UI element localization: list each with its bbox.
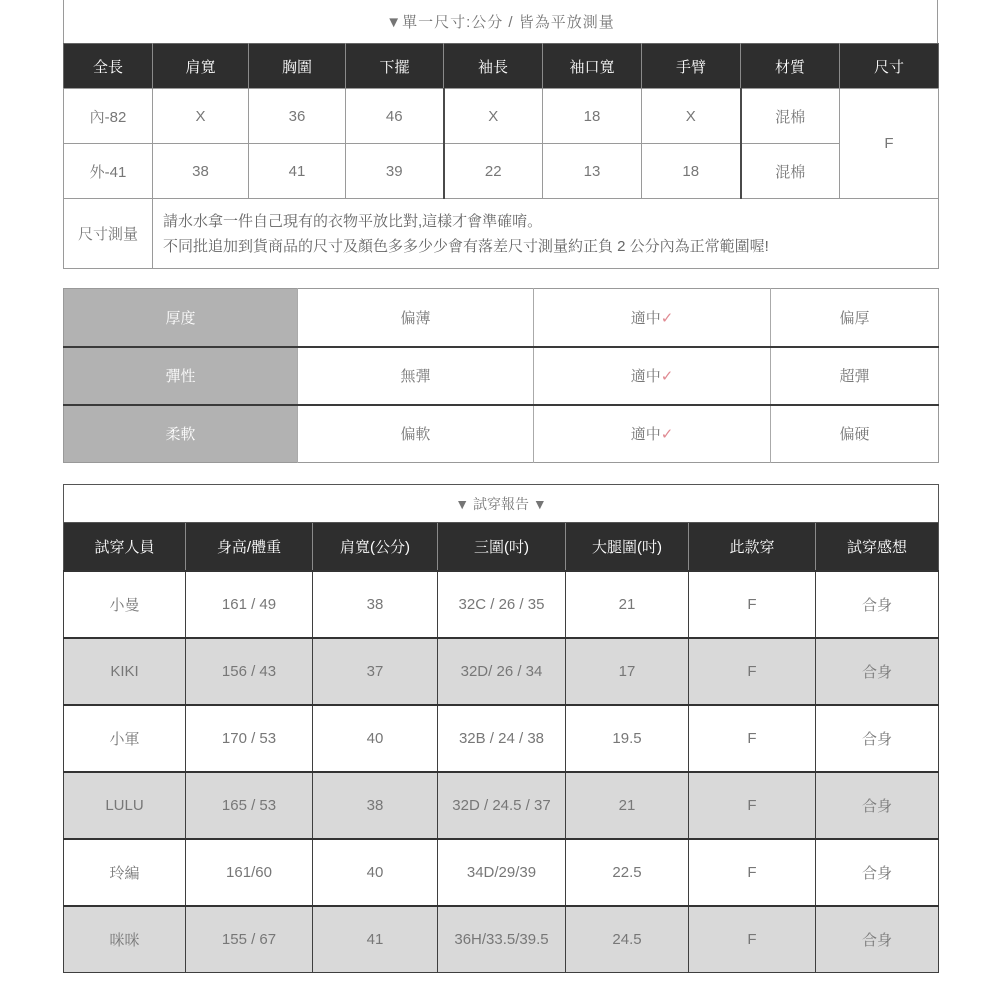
col-header-impression: 試穿感想 bbox=[816, 523, 939, 571]
table-cell: 內-82 bbox=[64, 89, 153, 144]
table-cell: 36H/33.5/39.5 bbox=[438, 906, 566, 973]
fabric-option-label: 適中 bbox=[630, 368, 661, 385]
fabric-option: 無彈 bbox=[298, 347, 534, 405]
col-header-shoulder-cm: 肩寬(公分) bbox=[313, 523, 438, 571]
fitting-header-row bbox=[64, 523, 939, 571]
fabric-feel-table bbox=[63, 288, 939, 463]
table-cell: 17 bbox=[566, 638, 689, 705]
fabric-option-checked bbox=[534, 347, 771, 405]
fabric-option-checked bbox=[534, 289, 771, 347]
table-cell: 32B / 24 / 38 bbox=[438, 705, 566, 772]
col-header-total-length: 全長 bbox=[64, 44, 153, 89]
fabric-option-label: 適中 bbox=[630, 309, 661, 327]
fabric-option: 偏厚 bbox=[771, 289, 939, 347]
page-content bbox=[63, 0, 938, 973]
measurement-notes bbox=[153, 199, 939, 269]
table-cell: F bbox=[689, 839, 816, 906]
fabric-label: 厚度 bbox=[64, 289, 298, 347]
fabric-option: 偏硬 bbox=[771, 405, 939, 463]
col-header-sleeve-length: 袖長 bbox=[444, 44, 543, 89]
table-cell: 36 bbox=[249, 89, 346, 144]
table-cell: 21 bbox=[566, 772, 689, 839]
table-cell: 合身 bbox=[816, 772, 939, 839]
table-cell: 小軍 bbox=[64, 705, 186, 772]
table-cell: 混棉 bbox=[741, 89, 840, 144]
col-header-size-worn: 此款穿 bbox=[689, 523, 816, 571]
table-cell: 32D/ 26 / 34 bbox=[438, 638, 566, 705]
size-table-title: ▼單一尺寸:公分 / 皆為平放測量 bbox=[63, 0, 938, 43]
table-cell: 41 bbox=[313, 906, 438, 973]
table-cell: 合身 bbox=[816, 571, 939, 638]
fitting-row bbox=[64, 839, 939, 906]
table-cell: F bbox=[689, 705, 816, 772]
section-gap bbox=[63, 269, 938, 288]
check-icon: ✓ bbox=[660, 309, 674, 327]
table-cell: 155 / 67 bbox=[186, 906, 313, 973]
table-cell: 18 bbox=[642, 144, 741, 199]
table-cell: 玲編 bbox=[64, 839, 186, 906]
table-cell: LULU bbox=[64, 772, 186, 839]
table-cell: 咪咪 bbox=[64, 906, 186, 973]
table-cell: 混棉 bbox=[741, 144, 840, 199]
table-cell: 合身 bbox=[816, 839, 939, 906]
table-cell: F bbox=[689, 906, 816, 973]
table-cell: 19.5 bbox=[566, 705, 689, 772]
size-row-inner bbox=[64, 89, 939, 144]
col-header-hem: 下擺 bbox=[346, 44, 444, 89]
fitting-row bbox=[64, 906, 939, 973]
col-header-arm: 手臂 bbox=[642, 44, 741, 89]
notes-line-1: 請水水拿一件自己現有的衣物平放比對,這樣才會準確唷。 bbox=[163, 212, 543, 230]
table-cell: 39 bbox=[346, 144, 444, 199]
col-header-thigh: 大腿圍(吋) bbox=[566, 523, 689, 571]
table-cell: 165 / 53 bbox=[186, 772, 313, 839]
table-cell: 161 / 49 bbox=[186, 571, 313, 638]
col-header-tester: 試穿人員 bbox=[64, 523, 186, 571]
size-spec-table bbox=[63, 43, 939, 269]
col-header-shoulder: 肩寬 bbox=[153, 44, 249, 89]
col-header-height-weight: 身高/體重 bbox=[186, 523, 313, 571]
fabric-option-checked bbox=[534, 405, 771, 463]
table-cell: 38 bbox=[313, 571, 438, 638]
table-cell: 34D/29/39 bbox=[438, 839, 566, 906]
table-cell: 外-41 bbox=[64, 144, 153, 199]
table-cell: 38 bbox=[153, 144, 249, 199]
fabric-row-elasticity bbox=[64, 347, 939, 405]
table-cell: X bbox=[444, 89, 543, 144]
table-cell: 21 bbox=[566, 571, 689, 638]
table-cell: F bbox=[689, 638, 816, 705]
table-cell: 合身 bbox=[816, 638, 939, 705]
table-cell: F bbox=[689, 772, 816, 839]
col-header-material: 材質 bbox=[741, 44, 840, 89]
table-cell: 合身 bbox=[816, 705, 939, 772]
fabric-option: 偏軟 bbox=[298, 405, 534, 463]
size-header-row bbox=[64, 44, 939, 89]
fabric-option: 超彈 bbox=[771, 347, 939, 405]
table-cell: 170 / 53 bbox=[186, 705, 313, 772]
table-cell: 46 bbox=[346, 89, 444, 144]
col-header-bust: 胸圍 bbox=[249, 44, 346, 89]
table-cell: 32C / 26 / 35 bbox=[438, 571, 566, 638]
fitting-report-title: ▼ 試穿報告 ▼ bbox=[64, 485, 939, 523]
fitting-row bbox=[64, 638, 939, 705]
table-cell: 32D / 24.5 / 37 bbox=[438, 772, 566, 839]
table-cell: 161/60 bbox=[186, 839, 313, 906]
notes-line-2: 不同批追加到貨商品的尺寸及顏色多多少少會有落差尺寸測量約正負 2 公分內為正常範圍喔! bbox=[163, 237, 769, 255]
table-cell: X bbox=[642, 89, 741, 144]
col-header-size: 尺寸 bbox=[840, 44, 939, 89]
table-cell: 38 bbox=[313, 772, 438, 839]
col-header-measurements: 三圍(吋) bbox=[438, 523, 566, 571]
table-cell: F bbox=[689, 571, 816, 638]
fabric-label: 柔軟 bbox=[64, 405, 298, 463]
fitting-row bbox=[64, 705, 939, 772]
size-value-cell: F bbox=[840, 89, 939, 199]
table-cell: 18 bbox=[543, 89, 642, 144]
table-cell: 22.5 bbox=[566, 839, 689, 906]
table-cell: KIKI bbox=[64, 638, 186, 705]
table-cell: 41 bbox=[249, 144, 346, 199]
fitting-report-table bbox=[63, 484, 939, 973]
table-cell: X bbox=[153, 89, 249, 144]
table-cell: 24.5 bbox=[566, 906, 689, 973]
fabric-option: 偏薄 bbox=[298, 289, 534, 347]
table-cell: 22 bbox=[444, 144, 543, 199]
section-gap bbox=[63, 463, 938, 484]
table-cell: 37 bbox=[313, 638, 438, 705]
table-cell: 40 bbox=[313, 705, 438, 772]
check-icon: ✓ bbox=[660, 368, 674, 385]
notes-label: 尺寸測量 bbox=[64, 199, 153, 269]
table-cell: 13 bbox=[543, 144, 642, 199]
fabric-label: 彈性 bbox=[64, 347, 298, 405]
size-row-outer bbox=[64, 144, 939, 199]
measurement-notes-row bbox=[64, 199, 939, 269]
fitting-row bbox=[64, 772, 939, 839]
fabric-row-softness bbox=[64, 405, 939, 463]
fitting-row bbox=[64, 571, 939, 638]
col-header-cuff-width: 袖口寬 bbox=[543, 44, 642, 89]
fitting-report-title-row bbox=[64, 485, 939, 523]
table-cell: 40 bbox=[313, 839, 438, 906]
fabric-row-thickness bbox=[64, 289, 939, 347]
fabric-option-label: 適中 bbox=[630, 426, 661, 444]
table-cell: 合身 bbox=[816, 906, 939, 973]
table-cell: 小曼 bbox=[64, 571, 186, 638]
check-icon: ✓ bbox=[660, 426, 674, 444]
table-cell: 156 / 43 bbox=[186, 638, 313, 705]
